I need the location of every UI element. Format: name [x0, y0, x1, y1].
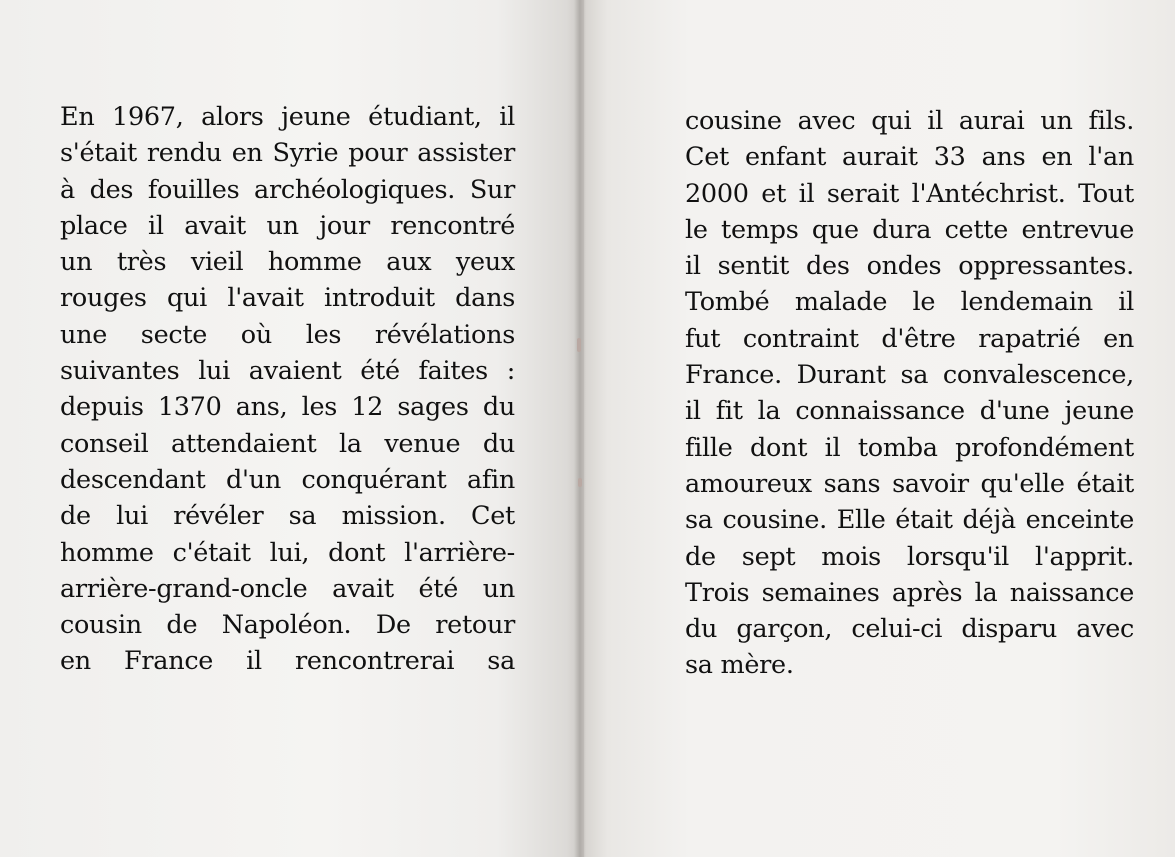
text-line: France. Durant sa convalescence, [685, 360, 1134, 391]
text-line: 2000 et il serait l'Antéchrist. Tout [685, 178, 1134, 209]
text-line: descendant d'un conquérant afin [60, 464, 515, 495]
text-line: place il avait un jour rencontré [60, 210, 515, 241]
text-line: il sentit des ondes oppressantes. [685, 251, 1134, 282]
text-line: homme c'était lui, dont l'arrière- [60, 537, 515, 568]
text-line: un très vieil homme aux yeux [60, 247, 515, 278]
text-line: arrière-grand-oncle avait été un [60, 573, 515, 604]
text-line: sa mère. [685, 650, 794, 681]
text-line: Cet enfant aurait 33 ans en l'an [685, 142, 1134, 173]
text-line: du garçon, celui-ci disparu avec [685, 614, 1134, 645]
binding-mark [578, 478, 582, 487]
text-line: depuis 1370 ans, les 12 sages du [60, 392, 515, 423]
left-page [0, 0, 584, 857]
text-line: amoureux sans savoir qu'elle était [685, 468, 1134, 499]
text-line: en France il rencontrerai sa [60, 646, 515, 677]
binding-mark [577, 338, 581, 352]
text-line: le temps que dura cette entrevue [685, 214, 1134, 245]
text-line: conseil attendaient la venue du [60, 428, 515, 459]
text-line: sa cousine. Elle était déjà enceinte [685, 505, 1134, 536]
left-page-text [60, 99, 515, 680]
text-line: de lui révéler sa mission. Cet [60, 501, 515, 532]
text-line: suivantes lui avaient été faites : [60, 356, 515, 387]
text-line: cousin de Napoléon. De retour [60, 610, 515, 641]
text-line: fut contraint d'être rapatrié en [685, 323, 1134, 354]
text-line: Trois semaines après la naissance [685, 577, 1134, 608]
right-page-text [584, 103, 1144, 684]
text-line: rouges qui l'avait introduit dans [60, 283, 515, 314]
text-line: fille dont il tomba profondément [685, 432, 1134, 463]
text-line: s'était rendu en Syrie pour assister [60, 138, 515, 169]
text-line: de sept mois lorsqu'il l'apprit. [685, 541, 1134, 572]
text-line: une secte où les révélations [60, 319, 515, 350]
book-gutter [574, 0, 586, 857]
text-line: cousine avec qui il aurai un fils. [685, 106, 1134, 136]
text-line: il fit la connaissance d'une jeune [685, 396, 1134, 427]
text-line: à des fouilles archéologiques. Sur [60, 174, 515, 205]
text-line: En 1967, alors jeune étudiant, il [60, 102, 515, 132]
right-page [584, 0, 1175, 857]
text-line: Tombé malade le lendemain il [685, 287, 1134, 318]
